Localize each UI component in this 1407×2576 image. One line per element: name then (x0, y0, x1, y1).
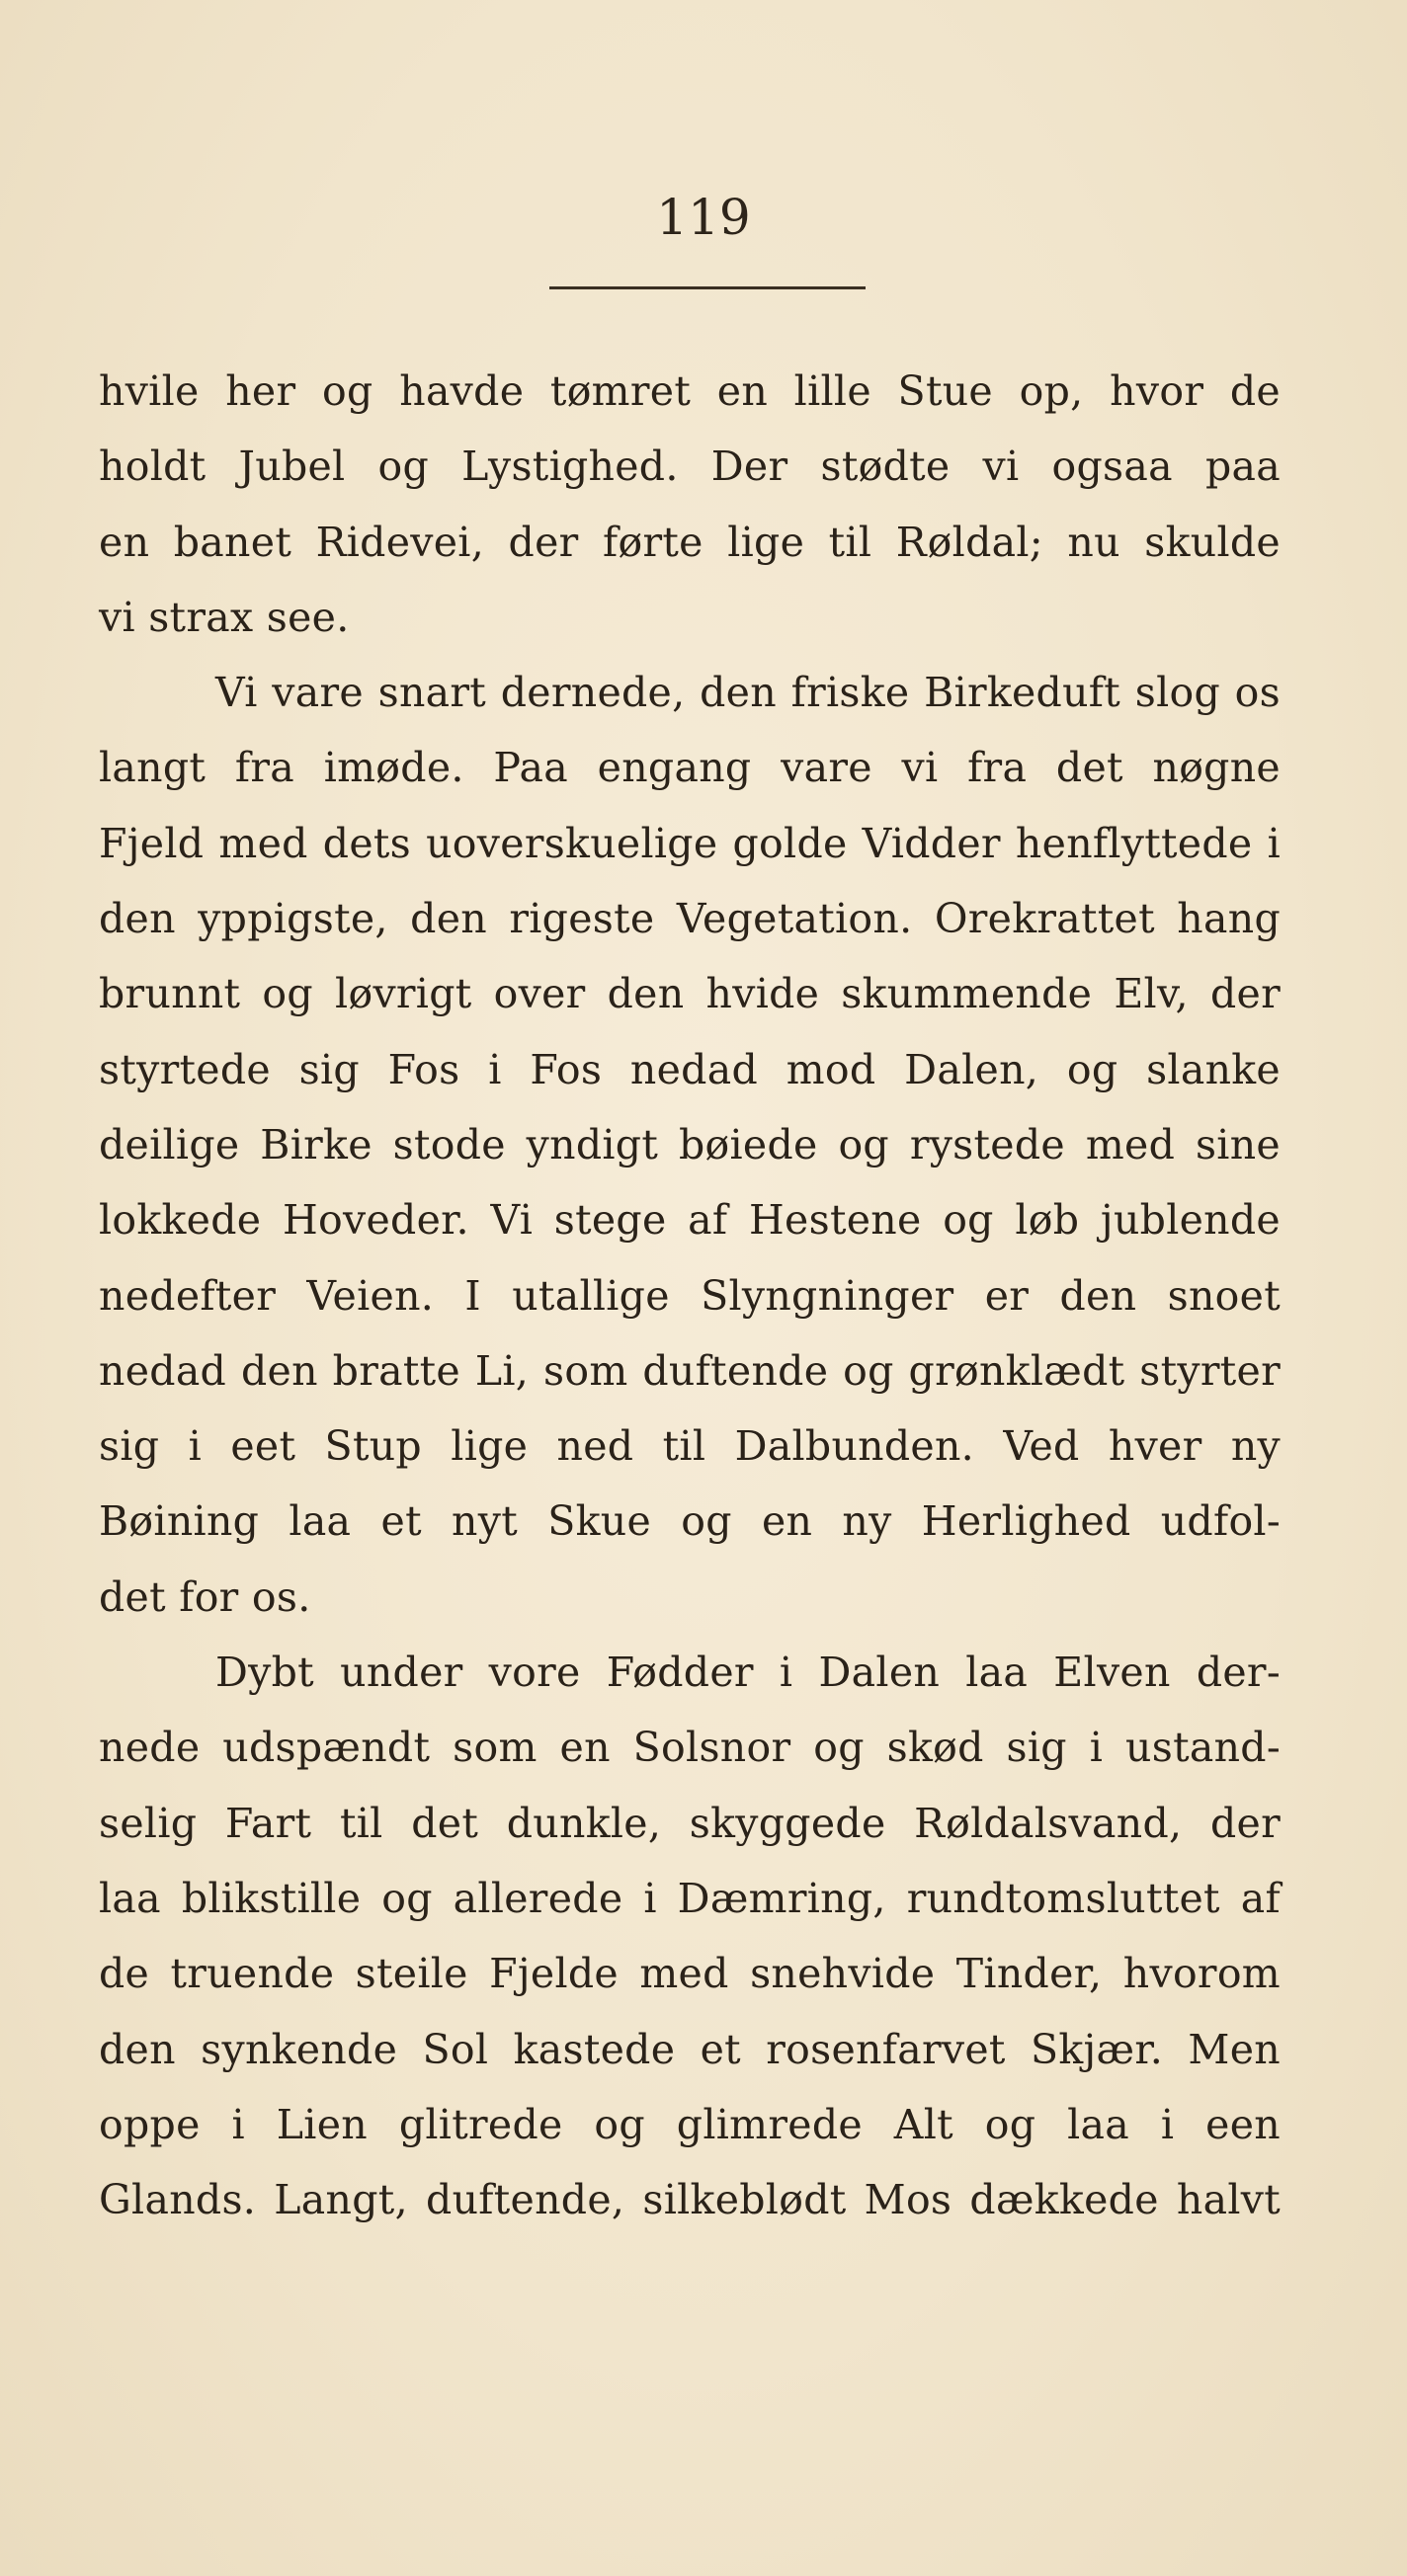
text-line: vi strax see. (99, 593, 350, 641)
text-line: holdt Jubel og Lystighed. Der stødte vi ogsaa paa (99, 443, 1281, 491)
text-line: den yppigste, den rigeste Vegetation. Orekrattet hang (99, 895, 1281, 943)
page-number: 119 (656, 189, 751, 246)
text-line: selig Fart til det dunkle, skyggede Røldalsvand, der (99, 1799, 1281, 1847)
text-line: Glands. Langt, duftende, silkeblødt Mos dækkede halvt (99, 2176, 1281, 2224)
text-line: laa blikstille og allerede i Dæmring, rundtomsluttet af (99, 1874, 1281, 1922)
body-text (99, 354, 1281, 2237)
text-line: brunnt og løvrigt over den hvide skummende Elv, der (99, 970, 1281, 1018)
text-line: nede udspændt som en Solsnor og skød sig i ustand- (99, 1724, 1281, 1772)
text-line: langt fra imøde. Paa engang vare vi fra det nøgne (99, 744, 1281, 792)
text-line: det for os. (99, 1572, 311, 1621)
text-line: nedefter Veien. I utallige Slyngninger er den snoet (99, 1271, 1281, 1320)
text-line: sig i eet Stup lige ned til Dalbunden. Ved hver ny (99, 1422, 1281, 1471)
header-rule (549, 286, 866, 289)
text-line: lokkede Hoveder. Vi stege af Hestene og løb jublende (99, 1196, 1281, 1245)
text-line: den synkende Sol kastede et rosenfarvet Skjær. Men (99, 2025, 1281, 2073)
text-line: oppe i Lien glitrede og glimrede Alt og laa i een (99, 2100, 1281, 2148)
text-line: Bøining laa et nyt Skue og en ny Herlighed udfol- (99, 1497, 1281, 1546)
text-line: styrtede sig Fos i Fos nedad mod Dalen, og slanke (99, 1045, 1281, 1093)
text-line: de truende steile Fjelde med snehvide Tinder, hvorom (99, 1950, 1281, 1998)
text-line: nedad den bratte Li, som duftende og grønklædt styrter (99, 1346, 1281, 1395)
text-line: Fjeld med dets uoverskuelige golde Vidder henflyttede i (99, 819, 1281, 867)
text-line: Vi vare snart dernede, den friske Birkeduft slog os (215, 669, 1281, 717)
text-line: en banet Ridevei, der førte lige til Røldal; nu skulde (99, 518, 1281, 566)
text-line: hvile her og havde tømret en lille Stue op, hvor de (99, 367, 1281, 415)
text-line: deilige Birke stode yndigt bøiede og rystede med sine (99, 1120, 1281, 1168)
text-line: Dybt under vore Fødder i Dalen laa Elven der- (215, 1649, 1281, 1697)
